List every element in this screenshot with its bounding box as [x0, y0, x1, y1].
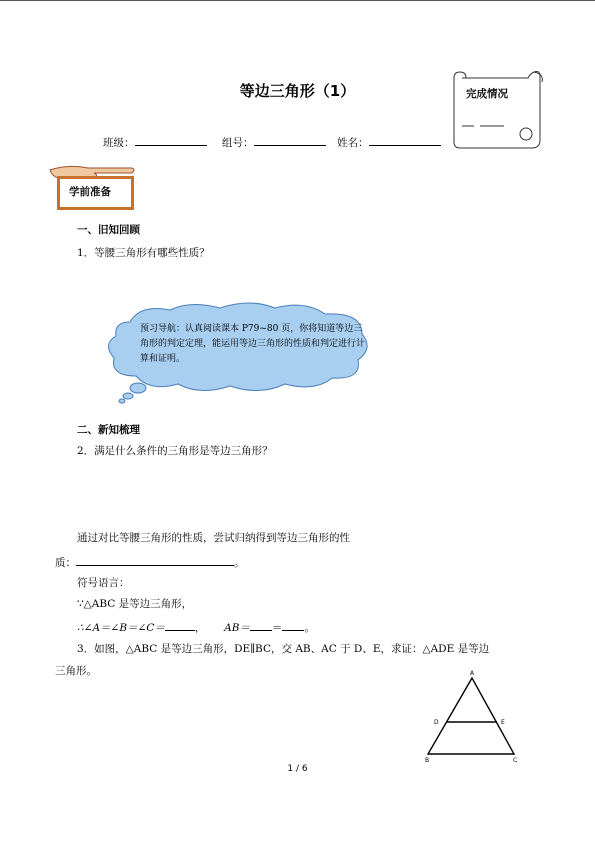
- group-field: [222, 134, 326, 150]
- property-blank[interactable]: [76, 554, 234, 566]
- question-3-line-2: 三角形。: [55, 665, 97, 677]
- compare-prefix: 质：: [55, 557, 76, 569]
- angle-blank[interactable]: [165, 619, 195, 631]
- class-blank[interactable]: [135, 134, 207, 146]
- class-field: [103, 134, 207, 150]
- vertex-a-label: A: [470, 670, 475, 677]
- eq: ＝: [271, 622, 283, 634]
- preview-guide-text: 预习导航：认真阅读课本 P79~80 页，你将知道等边三角形的判定定理，能运用等边三角形的性质和判定进行计算和证明。: [140, 324, 366, 364]
- class-label: 班级：: [103, 137, 135, 149]
- compare-suffix: 。: [234, 557, 245, 569]
- page-title: 等边三角形（1）: [239, 82, 356, 100]
- new-knowledge-heading: 二、新知梳理: [77, 424, 140, 436]
- section-badge-label: 学前准备: [69, 186, 111, 198]
- end: 。: [304, 622, 315, 634]
- name-field: [337, 134, 441, 150]
- question-2: 2．满足什么条件的三角形是等边三角形？: [77, 445, 273, 457]
- group-blank[interactable]: [254, 134, 326, 146]
- triangle-figure: [420, 668, 525, 764]
- vertex-d-label: D: [434, 719, 439, 726]
- therefore-line: [77, 619, 315, 635]
- group-label: 组号：: [222, 137, 254, 149]
- name-label: 姓名：: [337, 137, 369, 149]
- completion-scroll-icon: [450, 68, 546, 150]
- question-3-line-1: 3．如图，△ABC 是等边三角形，DE∥BC，交 AB、AC 于 D、E，求证：△ADE 是等边: [77, 643, 490, 655]
- because-line: ∵△ABC 是等边三角形，: [77, 598, 193, 610]
- vertex-b-label: B: [425, 757, 430, 764]
- compare-line-1: 通过对比等腰三角形的性质，尝试归纳得到等边三角形的性: [77, 532, 350, 544]
- compare-line-2: [55, 554, 245, 570]
- vertex-c-label: C: [513, 757, 518, 764]
- symbol-language-label: 符号语言：: [77, 577, 130, 589]
- side-equation: AB＝: [224, 622, 250, 634]
- top-rule: [0, 0, 595, 1]
- sep: ，: [194, 622, 206, 634]
- side-blank-2[interactable]: [282, 619, 304, 631]
- completion-label: 完成情况: [466, 88, 508, 100]
- angle-equation: ∴∠A＝∠B＝∠C＝: [77, 622, 165, 634]
- page-number: 1 / 6: [287, 764, 308, 774]
- question-1: 1．等腰三角形有哪些性质？: [77, 247, 210, 259]
- review-heading: 一、旧知回顾: [77, 224, 140, 236]
- name-blank[interactable]: [369, 134, 441, 146]
- triangle-abc: [428, 678, 514, 754]
- side-blank-1[interactable]: [250, 619, 272, 631]
- vertex-e-label: E: [501, 719, 505, 726]
